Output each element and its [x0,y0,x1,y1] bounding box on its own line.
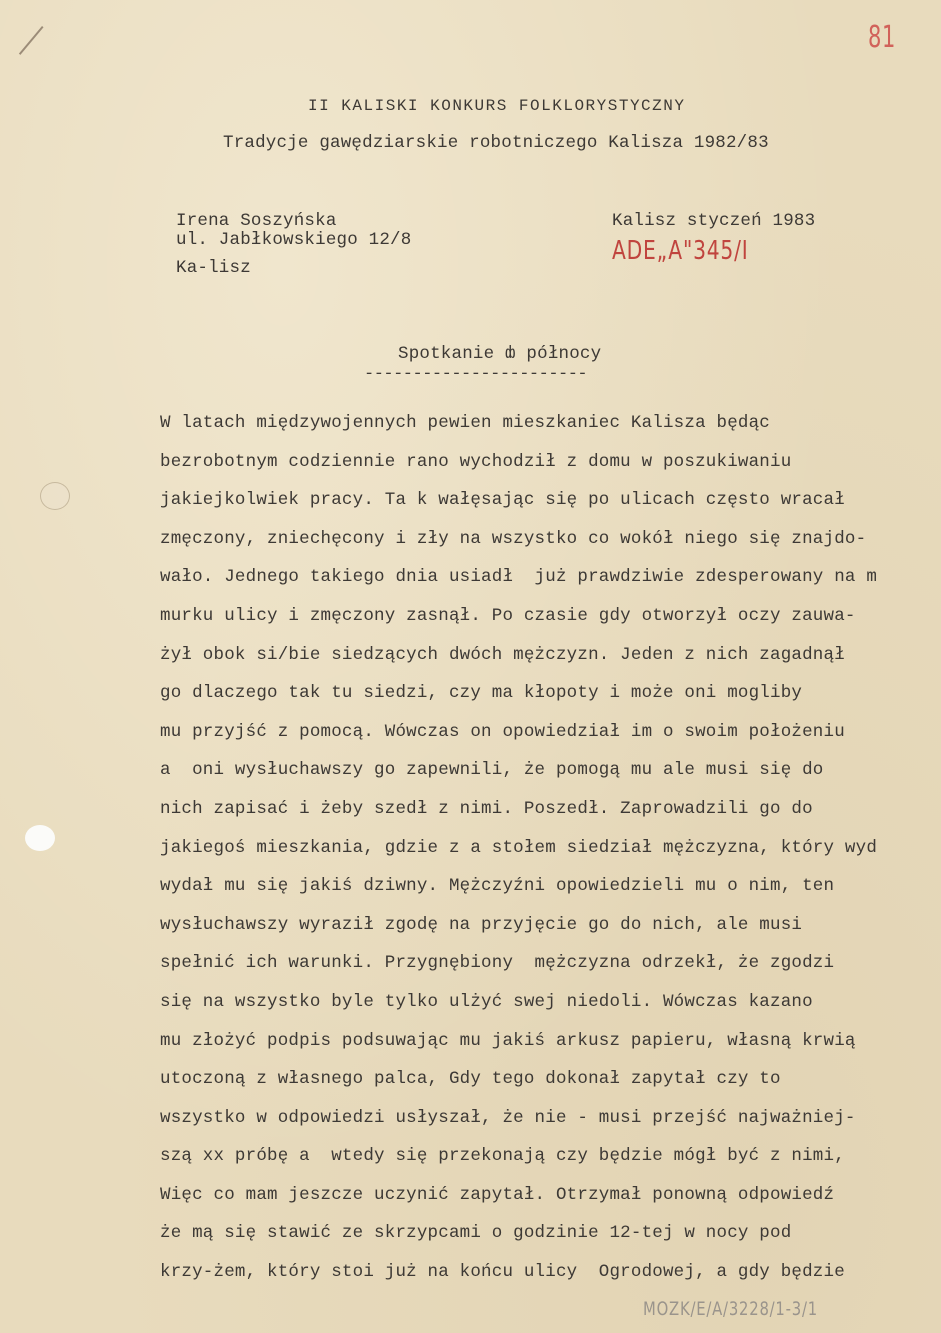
body-line: wydał mu się jakiś dziwny. Mężczyźni opowiedzieli mu o nim, ten [160,876,835,897]
body-line: W latach międzywojennych pewien mieszkaniec Kalisza będąc [160,413,770,433]
body-line: mu przyjść z pomocą. Wówczas on opowiedział im o swoim położeniu [160,721,845,742]
body-line: a oni wysłuchawszy go zapewnili, że pomogą mu ale musi się do [160,760,824,781]
archive-signature: ADE„A"345/I [612,236,749,266]
body-line: żył obok si/bie siedzących dwóch mężczyzn. Jeden z nich zagadnął [160,644,845,665]
story-body [160,410,941,1298]
author-city: Ka-lisz [176,258,251,278]
author-street: ul. Jabłkowskiego 12/8 [176,230,412,250]
author-name: Irena Soszyńska [176,211,337,231]
body-line: murku ulicy i zmęczony zasnął. Po czasie gdy otworzył oczy zauwa- [160,605,856,626]
body-line: spełnić ich warunki. Przygnębiony mężczyzna odrzekł, że zgodzi [160,953,835,974]
body-line: utoczoną z własnego palca, Gdy tego dokonał zapytał czy to [160,1069,781,1090]
body-line: krzy-żem, który stoi już na końcu ulicy Ogrodowej, a gdy będzie [160,1262,845,1283]
body-line: jakiejkolwiek pracy. Ta k wałęsając się po ulicach często wracał [160,490,845,511]
body-line: szą xx próbę a wtedy się przekonają czy będzie mógł być z nimi, [160,1146,845,1167]
body-line: wszystko w odpowiedzi usłyszał, że nie - musi przejść najważniej- [160,1107,856,1128]
body-line: go dlaczego tak tu siedzi, czy ma kłopoty i może oni mogliby [160,683,803,704]
contest-title: II KALISKI KONKURS FOLKLORYSTYCZNY [308,97,686,115]
story-title: Spotkanie ȸ północy [398,344,602,364]
body-line: Więc co mam jeszcze uczynić zapytał. Otrzymał ponowną odpowiedź [160,1184,835,1205]
footer-archive-signature: MOZK/E/A/3228/1-3/1 [643,1298,818,1320]
body-line: mu złożyć podpis podsuwając mu jakiś arkusz papieru, własną krwią [160,1030,856,1051]
punch-hole [40,482,70,510]
body-line: że mą się stawić ze skrzypcami o godzinie 12-tej w nocy pod [160,1223,792,1244]
page-number: 81 [868,20,897,55]
body-line: się na wszystko byle tylko ulżyć swej niedoli. Wówczas kazano [160,991,813,1012]
place-date: Kalisz styczeń 1983 [612,211,816,231]
body-line: jakiegoś mieszkania, gdzie z a stołem siedział mężczyzna, który wyd [160,837,878,858]
pencil-mark-icon [36,22,76,62]
body-line: wysłuchawszy wyraził zgodę na przyjęcie go do nich, ale musi [160,914,803,935]
body-line: wało. Jednego takiego dnia usiadł już prawdziwie zdesperowany na m [160,567,878,588]
body-line: nich zapisać i żeby szedł z nimi. Poszedł. Zaprowadzili go do [160,798,813,819]
body-line: bezrobotnym codziennie rano wychodził z domu w poszukiwaniu [160,451,792,472]
body-line: zmęczony, zniechęcony i zły na wszystko co wokół niego się znajdo- [160,528,867,549]
punch-hole [25,825,55,851]
title-underline: ----------------------- [364,365,588,384]
contest-subtitle: Tradycje gawędziarskie robotniczego Kalisza 1982/83 [223,133,769,153]
